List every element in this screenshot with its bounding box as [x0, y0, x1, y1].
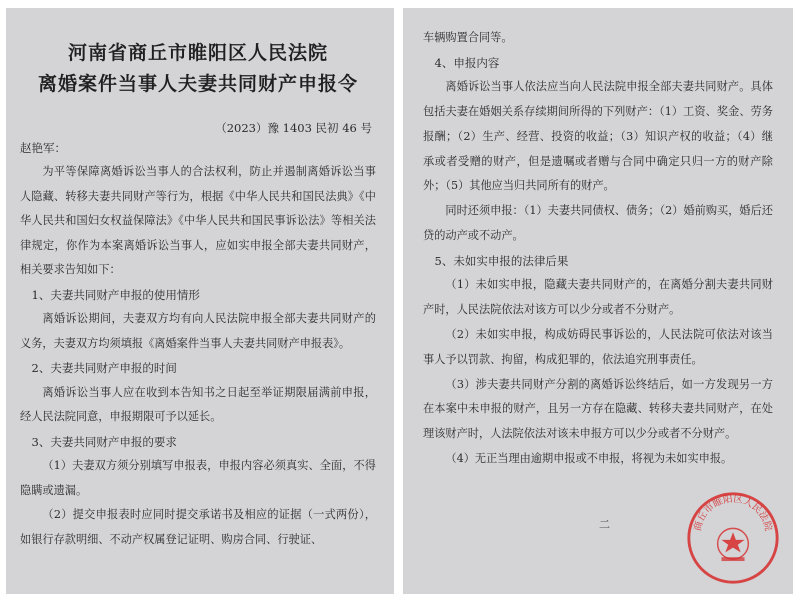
document-title: 离婚案件当事人夫妻共同财产申报令	[37, 73, 358, 95]
intro-paragraph: 为平等保障离婚诉讼当事人的合法权利，防止并遏制离婚诉讼当事人隐藏、转移夫妻共同财产等行为，根据《中华人民共和国民法典》《中华人民共和国妇女权益保障法》《中华人民共和国民事诉讼法》等相关法律规定，你作为本案离婚诉讼当事人，应如实申报全部夫妻共同财产，相关要求告知如下：	[20, 165, 376, 276]
section-5-item-1: （1）未如实申报，隐藏夫妻共同财产的，在离婚分割夫妻共同财产时，人民法院依法对该方可以少分或者不分财产。	[423, 278, 773, 317]
svg-text:商丘市睢阳区人民法院	[691, 494, 774, 533]
section-3-item-2: （2）提交申报表时应同时提交承诺书及相应的证据（一式两份），如银行存款明细、不动产权属登记证明、购房合同、行驶证、	[20, 508, 376, 546]
case-number: （2023）豫 1403 民初 46 号	[215, 121, 372, 135]
section-1-text: 离婚诉讼期间，夫妻双方均有向人民法院申报全部夫妻共同财产的义务，夫妻双方均须填报《离婚案件当事人夫妻共同财产申报表》。	[20, 312, 376, 350]
document-page-left	[6, 8, 394, 594]
section-heading-2: 2、夫妻共同财产申报的时间	[31, 361, 177, 375]
court-title: 河南省商丘市睢阳区人民法院	[67, 42, 328, 64]
section-4-text: 离婚诉讼当事人依法应当向人民法院申报全部夫妻共同财产。具体包括夫妻在婚姻关系存续期间所得的下列财产：（1）工资、奖金、劳务报酬；（2）生产、经营、投资的收益；（3）知识产权的收益；（4）继承或者受赠的财产，但是遗嘱或者赠与合同中确定只归一方的财产除外；（5）其他应当归共同所有的财产。	[423, 80, 773, 193]
section-2-text: 离婚诉讼当事人应在收到本告知书之日起至举证期限届满前申报，经人民法院同意，申报期限可予以延长。	[20, 385, 376, 423]
section-5-item-4: （4）无正当理由逾期申报或不申报，将视为未如实申报。	[445, 451, 733, 465]
addressee: 赵艳军：	[20, 141, 66, 155]
date-fragment: 二	[599, 518, 610, 531]
section-heading-1: 1、夫妻共同财产申报的使用情形	[31, 287, 200, 302]
page-gutter	[394, 0, 403, 600]
section-heading-5: 5、未如实申报的法律后果	[434, 253, 569, 268]
seal-text: 商丘市睢阳区人民法院	[692, 493, 774, 533]
continuation-text: 车辆购置合同等。	[423, 31, 513, 44]
section-4-extra: 同时还须申报：（1）夫妻共同债权、债务；（2）婚前购买，婚后还贷的动产或不动产。	[423, 204, 773, 243]
section-heading-3: 3、夫妻共同财产申报的要求	[31, 434, 177, 449]
section-5-item-2: （2）未如实申报，构成妨碍民事诉讼的，人民法院可依法对该当事人予以罚款、拘留，构成犯罪的，依法追究刑事责任。	[423, 327, 773, 366]
court-seal-icon	[685, 490, 781, 586]
section-heading-4: 4、申报内容	[434, 55, 500, 70]
section-3-item-1: （1）夫妻双方须分别填写申报表，申报内容必须真实、全面，不得隐瞒或遗漏。	[20, 459, 376, 497]
document-page-right	[403, 8, 793, 594]
section-5-item-3: （3）涉夫妻共同财产分割的离婚诉讼终结后，如一方发现另一方在本案中未申报的财产，且另一方存在隐藏、转移夫妻共同财产，在处理该财产时，人法院依法对该未申报方可以少分或者不分财产。	[423, 377, 773, 441]
